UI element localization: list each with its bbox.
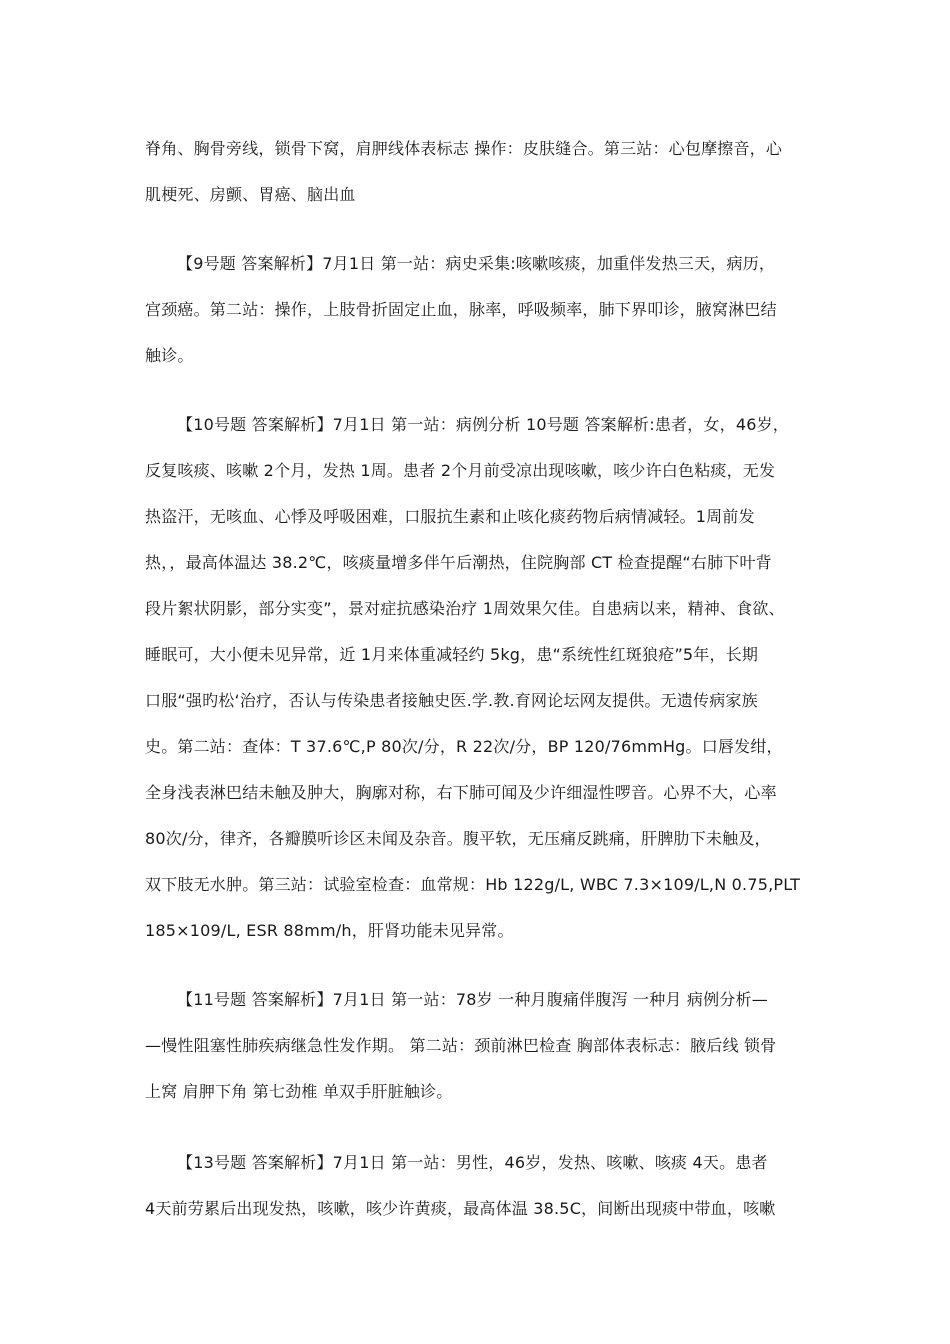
text-line: 脊角、胸骨旁线，锁骨下窝，肩胛线体表标志 操作：皮肤缝合。第三站：心包摩擦音，心 [145, 139, 783, 158]
text-line: 【10号题 答案解析】7月1日 第一站：病例分析 10号题 答案解析:患者，女，46岁， [177, 415, 789, 434]
text-line: 反复咳痰、咳嗽 2个月，发热 1周。患者 2个月前受凉出现咳嗽，咳少许白色粘痰，无发 [145, 461, 776, 480]
text-line: 全身浅表淋巴结未触及肿大，胸廓对称，右下肺可闻及少许细湿性啰音。心界不大，心率 [145, 783, 777, 802]
text-line: 口服“强旳松‘治疗，否认与传染患者接触史医.学.教.育网论坛网友提供。无遗传病家族 [145, 691, 758, 710]
text-line: 双下肢无水肿。第三站：试验室检查：血常规：Hb 122g/L, WBC 7.3×109/L,N 0.75,PLT [145, 875, 801, 894]
text-line: 热，，最高体温达 38.2℃，咳痰量增多伴午后潮热，住院胸部 CT 检查提醒“右肺下叶背 [145, 553, 772, 572]
text-line: 宫颈癌。第二站：操作，上肢骨折固定止血，脉率，呼吸频率，肺下界叩诊，腋窝淋巴结 [145, 300, 777, 319]
text-line: 热盗汗，无咳血、心悸及呼吸困难，口服抗生素和止咳化痰药物后病情减轻。1周前发 [145, 507, 755, 526]
text-line: 睡眠可，大小便未见异常，近 1月来体重减轻约 5kg，患“系统性红斑狼疮”5年，长期 [145, 645, 759, 664]
text-line: 【11号题 答案解析】7月1日 第一站：78岁 一种月腹痛伴腹泻 一种月 病例分析— [177, 990, 768, 1009]
text-line: 【9号题 答案解析】7月1日 第一站：病史采集:咳嗽咳痰，加重伴发热三天，病历， [177, 254, 776, 273]
text-line: 【13号题 答案解析】7月1日 第一站：男性，46岁，发热、咳嗽、咳痰 4天。患者 [177, 1153, 768, 1172]
text-line: 80次/分，律齐，各瓣膜听诊区未闻及杂音。腹平软，无压痛反跳痛，肝脾肋下未触及， [145, 829, 771, 848]
text-line: 触诊。 [145, 346, 194, 365]
text-line: —慢性阻塞性肺疾病继急性发作期。 第二站：颈前淋巴检查 胸部体表标志：腋后线 锁骨 [145, 1036, 777, 1055]
text-line: 上窝 肩胛下角 第七劲椎 单双手肝脏触诊。 [145, 1082, 453, 1101]
text-line: 史。第二站：查体：T 37.6℃,P 80次/分，R 22次/分，BP 120/76mmHg。口唇发绀， [145, 737, 783, 756]
text-line: 肌梗死、房颤、胃癌、脑出血 [145, 185, 356, 204]
text-line: 185×109/L, ESR 88mm/h，肝肾功能未见异常。 [145, 921, 514, 940]
text-line: 段片絮状阴影，部分实变”，景对症抗感染治疗 1周效果欠佳。自患病以来，精神、食欲、 [145, 599, 785, 618]
text-line: 4天前劳累后出现发热，咳嗽，咳少许黄痰，最高体温 38.5C，间断出现痰中带血，咳嗽 [145, 1199, 776, 1218]
